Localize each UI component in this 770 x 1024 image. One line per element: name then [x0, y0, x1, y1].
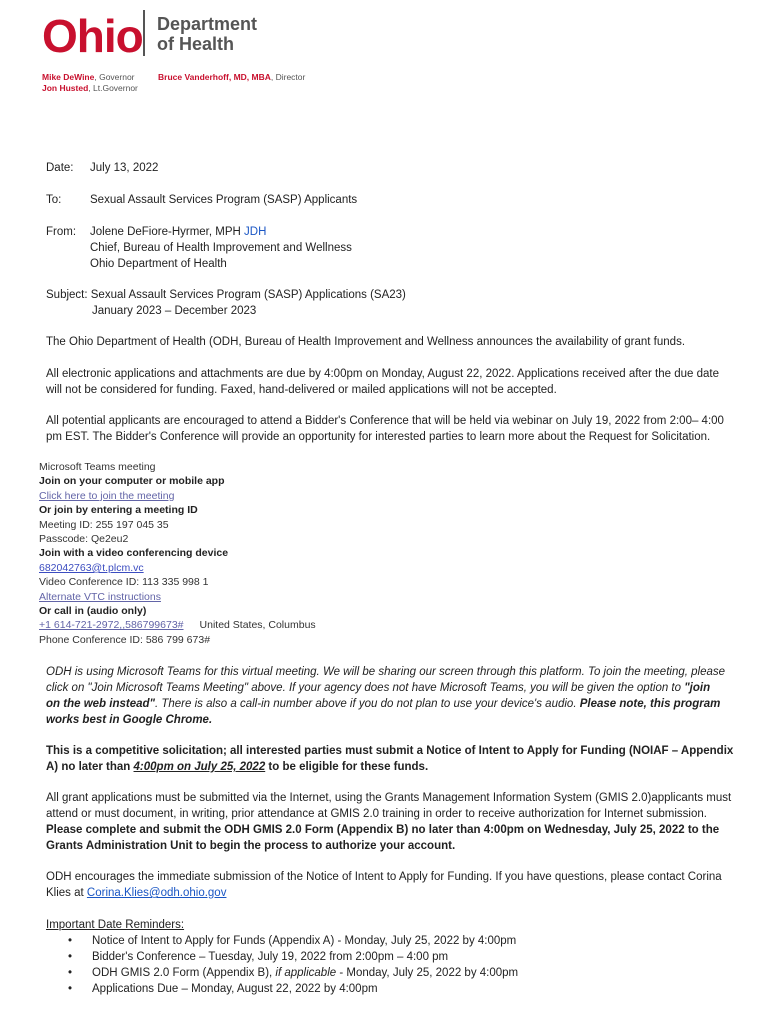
- department-name: [157, 14, 257, 54]
- teams-id-heading: Or join by entering a meeting ID: [39, 504, 198, 517]
- reminders-heading: Important Date Reminders:: [46, 919, 185, 931]
- teams-passcode: Passcode: Qe2eu2: [39, 533, 129, 546]
- subject-label: Subject:: [46, 289, 88, 301]
- contact-paragraph: [46, 869, 736, 901]
- teams-meeting-block: [39, 460, 316, 647]
- to-value: Sexual Assault Services Program (SASP) Applicants: [90, 194, 358, 206]
- reminders-block: [46, 917, 736, 997]
- date-value: July 13, 2022: [90, 162, 159, 174]
- gmis-paragraph: [46, 790, 736, 854]
- teams-video-email-link[interactable]: 682042763@t.plcm.vc: [39, 561, 144, 574]
- director-title: , Director: [270, 72, 306, 82]
- teams-note-d: Please note, this program works best in Google Chrome.: [46, 698, 721, 726]
- ohio-logo: Ohio: [42, 10, 143, 62]
- contact-a: ODH encourages the immediate submission of the Notice of Intent to Apply for Funding. If you have questions, please contact Corina Klies at: [46, 871, 722, 899]
- reminder-3b: if applicable: [275, 967, 337, 979]
- teams-title: Microsoft Teams meeting: [39, 461, 156, 473]
- teams-note-a: ODH is using Microsoft Teams for this virtual meeting. We will be sharing our screen through this platform. To join the meeting, please click on "Join Microsoft Teams Meeting" above. If your agency does not have Microsoft Teams, you will be given the option to: [46, 666, 726, 694]
- reminder-3a: ODH GMIS 2.0 Form (Appendix B),: [92, 967, 276, 979]
- teams-note: [46, 664, 726, 728]
- from-name: Jolene DeFiore-Hyrmer, MPH: [90, 226, 241, 238]
- list-item: • Applications Due – Monday, August 22, 2022 by 4:00pm: [46, 981, 736, 997]
- list-item: [46, 965, 736, 981]
- list-item: • Bidder's Conference – Tuesday, July 19, 2022 from 2:00pm – 4:00 pm: [46, 949, 736, 965]
- teams-meeting-id: Meeting ID: 255 197 045 35: [39, 518, 169, 531]
- director-block: [158, 72, 305, 83]
- director-name: Bruce Vanderhoff, MD, MBA: [158, 72, 271, 82]
- governor-title: , Governor: [94, 72, 135, 82]
- governor-name: Mike DeWine: [42, 72, 95, 82]
- reminders-list: [46, 933, 736, 997]
- paragraph-deadline: All electronic applications and attachments are due by 4:00pm on Monday, August 22, 2022. Applications received after the due date will not be considered for funding. Faxed, hand-delivered or mailed applications will not be accepted.: [46, 368, 719, 396]
- subject-block: [46, 287, 406, 319]
- lt-governor-name: Jon Husted: [42, 83, 89, 93]
- teams-video-id: Video Conference ID: 113 335 998 1: [39, 576, 209, 589]
- teams-note-c: . There is also a call-in number above if you do not plan to use your device's audio.: [154, 698, 580, 710]
- teams-audio-heading: Or call in (audio only): [39, 605, 147, 618]
- teams-phone-location: United States, Columbus: [199, 619, 316, 632]
- gmis-a: All grant applications must be submitted via the Internet, using the Grants Management Information System (GMIS 2.0)applicants must attend or must document, in writing, prior attendance at GMIS 2.0 training in order to receive authorization for Internet submission.: [46, 792, 732, 820]
- teams-join-heading: Join on your computer or mobile app: [39, 475, 225, 488]
- from-title: Chief, Bureau of Health Improvement and Wellness: [90, 242, 352, 254]
- from-org: Ohio Department of Health: [90, 258, 227, 270]
- teams-video-heading: Join with a video conferencing device: [39, 547, 229, 560]
- paragraph-bidders-conference: All potential applicants are encouraged to attend a Bidder's Conference that will be held via webinar on July 19, 2022 from 2:00– 4:00 pm EST. The Bidder's Conference will provide an opportunity for interested parties to learn more about the Request for Solicitation.: [46, 415, 724, 443]
- teams-note-b: "join on the web instead": [46, 682, 711, 710]
- dept-line-1: Department: [157, 14, 258, 34]
- from-label: From:: [46, 226, 77, 238]
- date-label: Date:: [46, 162, 74, 174]
- list-item: • Notice of Intent to Apply for Funds (Appendix A) - Monday, July 25, 2022 by 4:00pm: [46, 933, 736, 949]
- governor-block: [42, 72, 138, 94]
- subject-line-2: January 2023 – December 2023: [92, 305, 257, 317]
- dept-line-2: of Health: [157, 34, 235, 54]
- competitive-solicitation: [46, 743, 736, 775]
- contact-email-link[interactable]: Corina.Klies@odh.ohio.gov: [86, 887, 227, 899]
- lt-governor-title: , Lt.Governor: [88, 83, 138, 93]
- from-initials: JDH: [244, 226, 267, 238]
- teams-phone-link[interactable]: +1 614-721-2972,,586799673#: [39, 619, 184, 632]
- teams-vtc-link[interactable]: Alternate VTC instructions: [39, 590, 161, 603]
- subject-line-1: Sexual Assault Services Program (SASP) Applications (SA23): [90, 289, 406, 301]
- reminder-3c: - Monday, July 25, 2022 by 4:00pm: [336, 967, 519, 979]
- gmis-b: Please complete and submit the ODH GMIS 2.0 Form (Appendix B) no later than 4:00pm on Wednesday, July 25, 2022 to the Grants Administration Unit to begin the process to authorize your account.: [46, 824, 720, 852]
- paragraph-announcement: The Ohio Department of Health (ODH, Bureau of Health Improvement and Wellness announces the availability of grant funds.: [46, 336, 686, 348]
- to-label: To:: [46, 194, 62, 206]
- teams-join-link[interactable]: Click here to join the meeting: [39, 489, 175, 502]
- teams-phone-conf-id: Phone Conference ID: 586 799 673#: [39, 633, 211, 646]
- logo-divider: [143, 10, 145, 56]
- from-block: [90, 224, 352, 272]
- competitive-c: to be eligible for these funds.: [265, 761, 429, 773]
- competitive-deadline: 4:00pm on July 25, 2022: [133, 761, 266, 773]
- competitive-a: This is a competitive solicitation; all interested parties must submit a Notice of Intent to Apply for Funding (NOIAF – Appendix A) no later than: [46, 745, 734, 773]
